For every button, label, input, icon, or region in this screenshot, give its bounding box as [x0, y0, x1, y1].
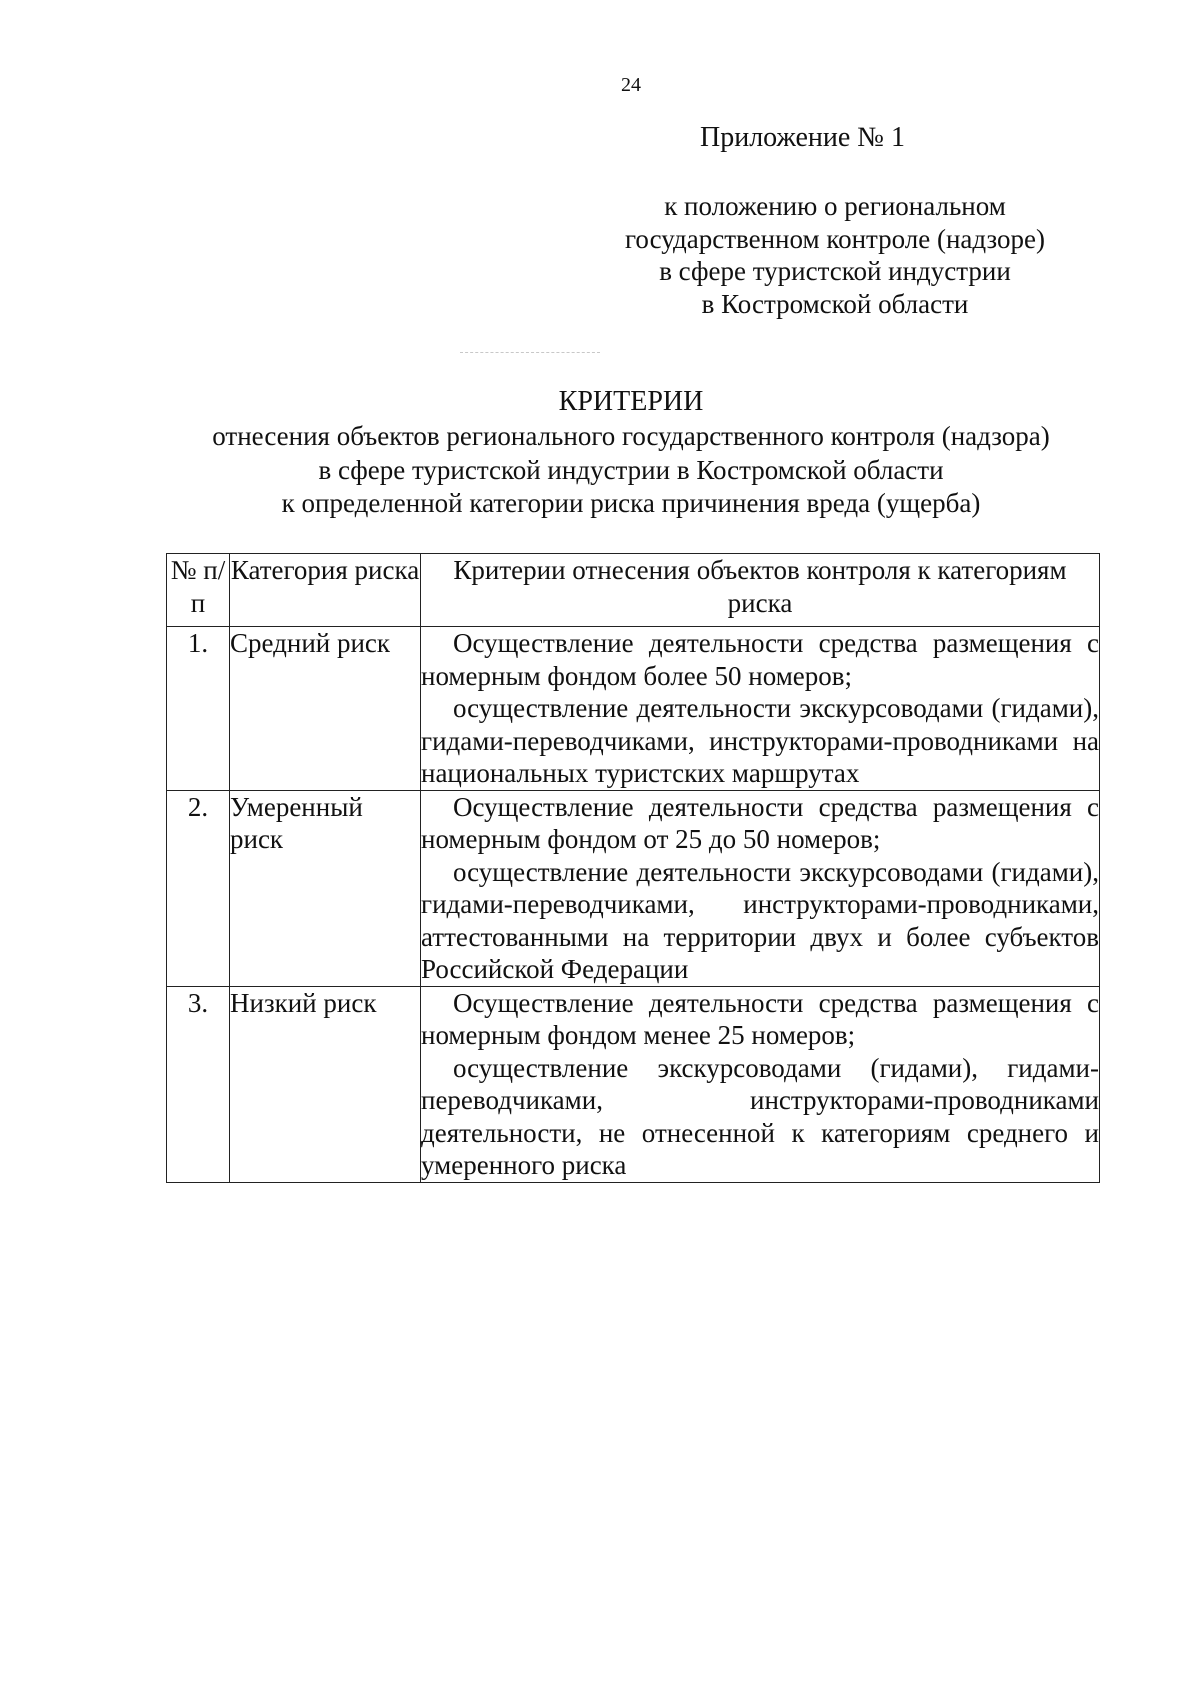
table-row — [167, 986, 1100, 1182]
document-heading: КРИТЕРИИ — [558, 386, 704, 417]
criteria-paragraph: Осуществление деятельности средства размещения с номерным фондом от 25 до 50 номеров; — [421, 791, 1099, 854]
row-criteria — [421, 986, 1100, 1182]
header-number: № п/п — [167, 554, 230, 627]
appendix-subtitle — [595, 190, 1075, 320]
criteria-paragraph: осуществление экскурсоводами (гидами), гидами-переводчиками, инструкторами-проводниками деятельности, не отнесенной к категориям среднего и умеренного риска — [421, 1052, 1099, 1180]
subheading-line: к определенной категории риска причинения вреда (ущерба) — [281, 488, 981, 518]
row-criteria — [421, 790, 1100, 986]
appendix-subtitle-line: государственном контроле (надзоре) — [625, 223, 1045, 254]
page-number: 24 — [621, 74, 641, 96]
row-criteria — [421, 627, 1100, 791]
header-category: Категория риска — [230, 554, 421, 627]
table-row — [167, 790, 1100, 986]
table-row — [167, 627, 1100, 791]
criteria-paragraph: осуществление деятельности экскурсоводами (гидами), гидами-переводчиками, инструкторами-проводниками на национальных туристских маршрутах — [421, 693, 1099, 788]
subheading-line: отнесения объектов регионального государственного контроля (надзора) — [212, 421, 1050, 451]
appendix-title: Приложение № 1 — [700, 122, 905, 153]
criteria-paragraph: Осуществление деятельности средства размещения с номерным фондом более 50 номеров; — [421, 628, 1099, 691]
table-header-row — [167, 554, 1100, 627]
row-number: 3. — [167, 986, 230, 1182]
appendix-subtitle-line: к положению о региональном — [664, 191, 1006, 221]
header-criteria: Критерии отнесения объектов контроля к категориям риска — [421, 554, 1100, 627]
criteria-paragraph: Осуществление деятельности средства размещения с номерным фондом менее 25 номеров; — [421, 987, 1099, 1050]
risk-criteria-table — [166, 553, 1100, 1183]
document-subheading — [160, 420, 1102, 521]
scan-artifact-line — [460, 352, 600, 353]
subheading-line: в сфере туристской индустрии в Костромской области — [318, 454, 944, 485]
appendix-subtitle-line: в Костромской области — [701, 288, 969, 319]
row-number: 2. — [167, 790, 230, 986]
appendix-subtitle-line: в сфере туристской индустрии — [659, 256, 1011, 286]
criteria-paragraph: осуществление деятельности экскурсоводами (гидами), гидами-переводчиками, инструкторами-проводниками, аттестованными на территории двух и более субъектов Российской Федерации — [421, 856, 1099, 984]
row-category: Умеренный риск — [230, 790, 421, 986]
row-number: 1. — [167, 627, 230, 791]
row-category: Низкий риск — [230, 986, 421, 1182]
row-category: Средний риск — [230, 627, 421, 791]
